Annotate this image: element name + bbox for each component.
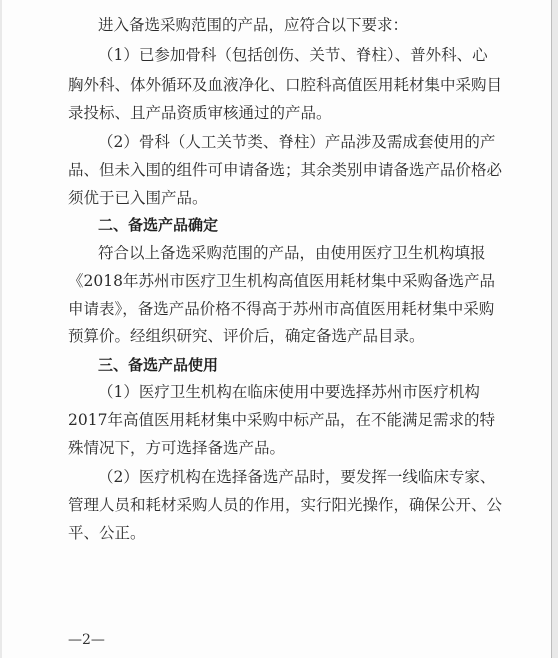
text-line: （2）骨科（人工关节类、脊柱）产品涉及需成套使用的产 [98,133,496,151]
page-number: —2— [68,632,105,648]
text-line: 平、公正。 [68,524,146,542]
text-line: （2）医疗机构在选择备选产品时，要发挥一线临床专家、 [98,468,496,486]
text-line: 胸外科、体外循环及血液净化、口腔科高值医用耗材集中采购目 [68,76,503,94]
text-line: 进入备选采购范围的产品，应符合以下要求： [98,16,409,34]
text-line: 2017年高值医用耗材集中采购中标产品，在不能满足需求的特 [68,411,495,429]
section-heading: 三、备选产品使用 [98,356,219,374]
text-line: （1）医疗卫生机构在临床使用中要选择苏州市医疗机构 [98,383,480,401]
text-line: 申请表》，备选产品价格不得高于苏州市高值医用耗材集中采购 [68,300,495,318]
text-line: 殊情况下，方可选择备选产品。 [68,439,286,457]
text-line: 符合以上备选采购范围的产品，由使用医疗卫生机构填报 [98,244,486,262]
text-line: 须优于已入围产品。 [68,189,208,207]
text-line: 管理人员和耗材采购人员的作用，实行阳光操作，确保公开、公 [68,496,503,514]
text-line: 品、但未入围的组件可申请备选；其余类别申请备选产品价格必 [68,161,503,179]
text-line: 录投标、且产品资质审核通过的产品。 [68,104,332,122]
text-line: （1）已参加骨科（包括创伤、关节、脊柱）、普外科、心 [98,46,488,64]
text-line: 《2018年苏州市医疗卫生机构高值医用耗材集中采购备选产品 [68,272,495,290]
document-page [2,0,551,658]
section-heading: 二、备选产品确定 [98,216,219,234]
text-line: 预算价。经组织研究、评价后，确定备选产品目录。 [68,327,425,345]
